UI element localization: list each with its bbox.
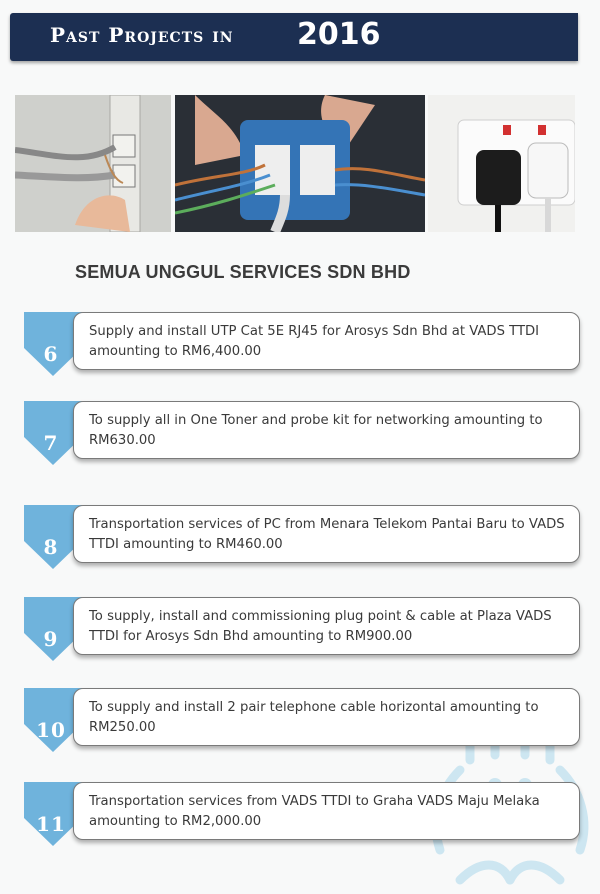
project-description-box — [73, 312, 580, 370]
project-number: 11 — [36, 812, 66, 836]
project-description-box — [73, 401, 580, 459]
company-name: SEMUA UNGGUL SERVICES SDN BHD — [75, 262, 411, 282]
project-number: 6 — [43, 342, 59, 366]
page-title: Past Projects in — [50, 23, 234, 47]
project-item-8 — [24, 505, 580, 595]
project-item-9 — [24, 597, 580, 687]
project-description: Supply and install UTP Cat 5E RJ45 for Arosys Sdn Bhd at VADS TTDI amounting to RM6,400.00 — [89, 324, 540, 359]
project-description-box — [73, 505, 580, 563]
project-description: To supply all in One Toner and probe kit for networking amounting to RM630.00 — [89, 413, 543, 448]
plug-point-photo — [428, 95, 575, 232]
project-description-box — [73, 782, 580, 840]
project-number: 10 — [36, 718, 66, 742]
project-number: 7 — [43, 431, 59, 455]
project-number: 8 — [43, 535, 59, 559]
project-description: Transportation services of PC from Menara Telekom Pantai Baru to VADS TTDI amounting to RM460.00 — [89, 517, 565, 552]
project-number: 9 — [43, 627, 59, 651]
project-item-11 — [24, 782, 580, 872]
title-year: 2016 — [297, 17, 381, 52]
project-item-7 — [24, 401, 580, 491]
rj45-keystone-jack-photo — [175, 95, 425, 232]
project-description: To supply, install and commissioning plug point & cable at Plaza VADS TTDI for Arosys Sdn Bhd amounting to RM900.00 — [89, 609, 552, 644]
project-description: To supply and install 2 pair telephone cable horizontal amounting to RM250.00 — [89, 700, 539, 735]
project-description-box — [73, 597, 580, 655]
project-item-10 — [24, 688, 580, 778]
title-banner — [10, 13, 578, 61]
wall-socket-cabling-photo — [15, 95, 171, 232]
project-description-box — [73, 688, 580, 746]
project-item-6 — [24, 312, 580, 402]
project-description: Transportation services from VADS TTDI to Graha VADS Maju Melaka amounting to RM2,000.00 — [89, 794, 540, 829]
